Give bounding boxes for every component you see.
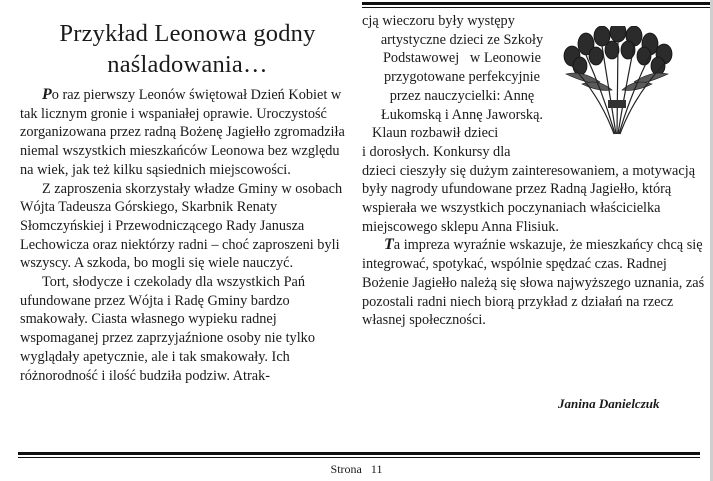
paragraph-1-text: o raz pierwszy Leonów świętował Dzień Kobiet w tak licznym gronie i wspaniałej oprawie. Uroczystość zorganizowana przez radną Bożenę Jagiełło zgromadziła niemal wszystkich mieszkańców Leonowa bez względu na wiek, jak też kilku sąsiednich miejscowości. — [20, 87, 345, 178]
right-line-1: cją wieczoru były występy — [362, 13, 515, 29]
right-line-7: Klaun rozbawił dzieci — [372, 125, 499, 142]
article-title — [20, 18, 355, 80]
paragraph-2: Z zaproszenia skorzystały władze Gminy w osobach Wójta Tadeusza Górskiego, Skarbnik Renaty Słomczyńskiej i Przewodniczącego Rady Janusza Lechowicza oraz niektórzy radni – choć zaproszeni byli wszyscy. A szkoda, bo mogli się wiele nauczyć. — [20, 180, 343, 272]
right-line-6: Łukomską i Annę Jaworską. — [380, 106, 543, 123]
right-paragraph-last — [362, 236, 707, 330]
paragraph-1 — [20, 86, 355, 180]
author-signature: Janina Danielczuk — [558, 396, 660, 411]
bottom-rule-thin — [18, 457, 700, 458]
left-column — [20, 12, 355, 385]
page-number: 11 — [370, 462, 383, 476]
right-line-8: i dorosłych. Konkursy dla — [362, 143, 511, 160]
dropcap-t: T — [384, 236, 394, 254]
top-rule-thick — [362, 2, 712, 5]
right-line-4: przygotowane perfekcyjnie — [383, 69, 540, 86]
paragraph-3: Tort, słodycze i czekolady dla wszystkich Pań ufundowane przez Wójta i Radę Gminy bardzo smakowały. Ciasta własnego wypieku radnej wspomaganej przez zaprzyjaźnione osoby nie tylko wyglądały apetycznie, ale i tak smakowały. Ich różnorodność i ilość budziła podziw. Atrak- — [20, 274, 315, 384]
right-line-5: przez nauczycielki: Annę — [389, 87, 535, 104]
footer-label: Strona — [330, 462, 362, 476]
top-rule-thin — [362, 7, 712, 8]
title-line-2: naśladowania… — [107, 51, 268, 78]
right-paragraph-last-text: a impreza wyraźnie wskazuje, że mieszkańcy chcą się integrować, spotykać, wspólnie spędzać czas. Radnej Bożenie Jagiełło należą się słowa najwyższego uznania, zaś pozostali radni niech biorą przykład z działań na rzecz własnej społeczności. — [362, 237, 705, 329]
right-line-2: artystyczne dzieci ze Szkoły — [380, 31, 544, 48]
right-line-3: Podstawowej w Leonowie — [382, 50, 542, 67]
title-line-1: Przykład Leonowa godny — [59, 20, 316, 47]
dropcap-p: P — [42, 86, 52, 103]
page-footer — [0, 462, 713, 477]
bottom-rule-thick — [18, 452, 700, 455]
flower-bouquet-icon — [552, 26, 682, 138]
right-paragraph-continued: dzieci cieszyły się dużym zainteresowaniem, a motywacją były nagrody ufundowane przez Radną Jagiełło, którą wspierała we wszystkich poczynaniach właścicielka miejscowego sklepu Anna Flisiuk. — [362, 162, 696, 235]
